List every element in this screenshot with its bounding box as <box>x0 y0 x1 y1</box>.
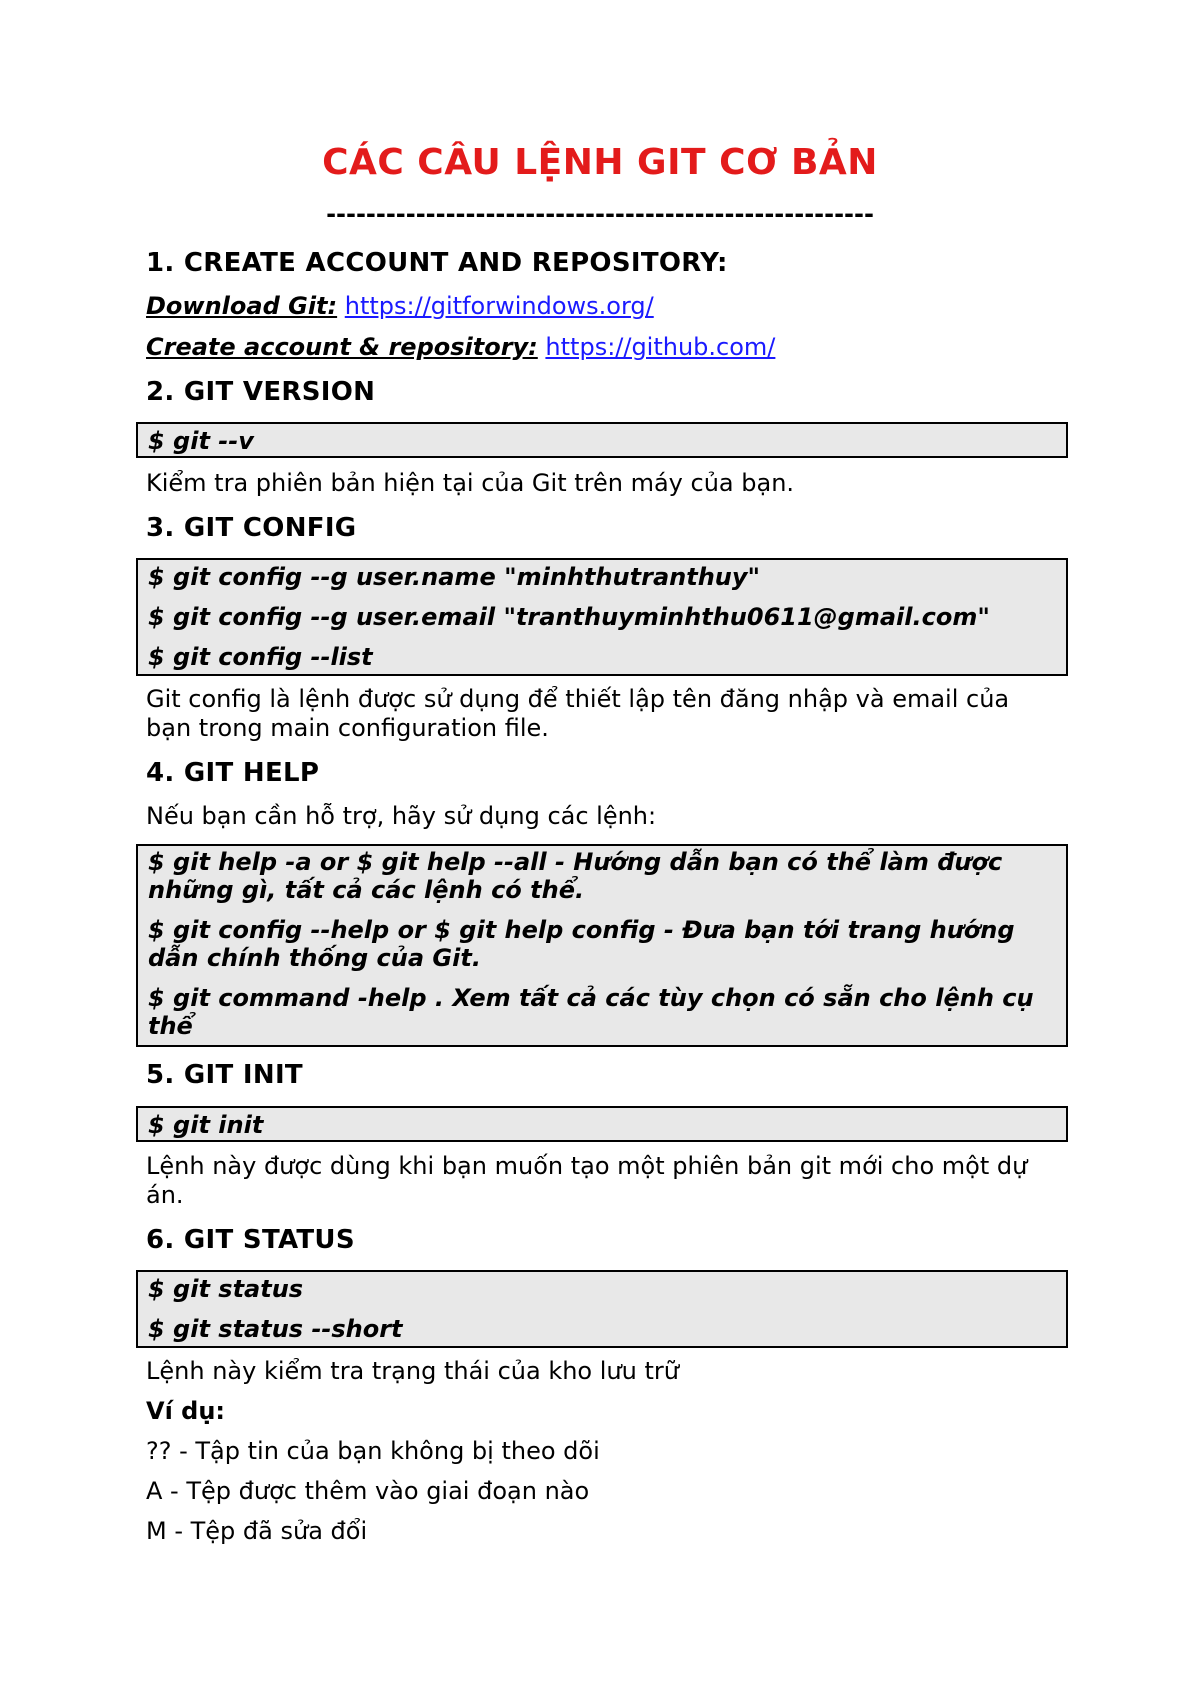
example-item: M - Tệp đã sửa đổi <box>146 1517 368 1545</box>
download-git-link[interactable]: https://gitforwindows.org/ <box>344 292 654 320</box>
section-4-heading: 4. GIT HELP <box>146 758 320 788</box>
example-label: Ví dụ: <box>146 1397 226 1425</box>
git-init-command-box <box>136 1106 1068 1142</box>
git-help-all-command: $ git help -a or $ git help --all - Hướng dẫn bạn có thể làm được những gì, tất cả các lệnh có thể. <box>148 848 1003 904</box>
example-item: ?? - Tập tin của bạn không bị theo dõi <box>146 1437 600 1465</box>
git-help-intro: Nếu bạn cần hỗ trợ, hãy sử dụng các lệnh: <box>146 802 657 830</box>
git-status-command-box <box>136 1270 1068 1348</box>
git-config-email-command: $ git config --g user.email "tranthuyminhthu0611@gmail.com" <box>148 603 990 631</box>
git-config-command-box <box>136 558 1068 676</box>
page-title: CÁC CÂU LỆNH GIT CƠ BẢN <box>322 142 878 183</box>
git-status-short-command: $ git status --short <box>148 1315 403 1343</box>
git-help-command-box <box>136 844 1068 1047</box>
section-6-heading: 6. GIT STATUS <box>146 1225 355 1255</box>
git-version-command: $ git --v <box>148 427 254 455</box>
git-command-help-command: $ git command -help . Xem tất cả các tùy chọn có sẵn cho lệnh cụ thể <box>148 984 1034 1040</box>
download-git-line <box>146 292 654 320</box>
git-init-command: $ git init <box>148 1111 264 1139</box>
example-item: A - Tệp được thêm vào giai đoạn nào <box>146 1477 590 1505</box>
git-status-description: Lệnh này kiểm tra trạng thái của kho lưu trữ <box>146 1357 679 1385</box>
git-config-description: Git config là lệnh được sử dụng để thiết lập tên đăng nhập và email của bạn trong main configuration file. <box>146 685 1010 742</box>
create-account-line <box>146 333 775 361</box>
git-version-command-box <box>136 422 1068 458</box>
section-3-heading: 3. GIT CONFIG <box>146 513 357 543</box>
title-divider: ------------------------------------------------------- <box>326 200 874 228</box>
github-link[interactable]: https://github.com/ <box>545 333 776 361</box>
section-2-heading: 2. GIT VERSION <box>146 377 376 407</box>
git-config-name-command: $ git config --g user.name "minhthutranthuy" <box>148 563 761 591</box>
download-git-label: Download Git: <box>146 292 338 320</box>
section-5-heading: 5. GIT INIT <box>146 1060 303 1090</box>
git-config-list-command: $ git config --list <box>148 643 373 671</box>
section-1-heading: 1. CREATE ACCOUNT AND REPOSITORY: <box>146 248 728 278</box>
git-status-command: $ git status <box>148 1275 304 1303</box>
git-version-description: Kiểm tra phiên bản hiện tại của Git trên máy của bạn. <box>146 469 795 497</box>
git-config-help-command: $ git config --help or $ git help config - Đưa bạn tới trang hướng dẫn chính thống của Git. <box>148 916 1015 972</box>
git-init-description: Lệnh này được dùng khi bạn muốn tạo một phiên bản git mới cho một dự án. <box>146 1152 1028 1209</box>
create-account-label: Create account & repository: <box>146 333 538 361</box>
